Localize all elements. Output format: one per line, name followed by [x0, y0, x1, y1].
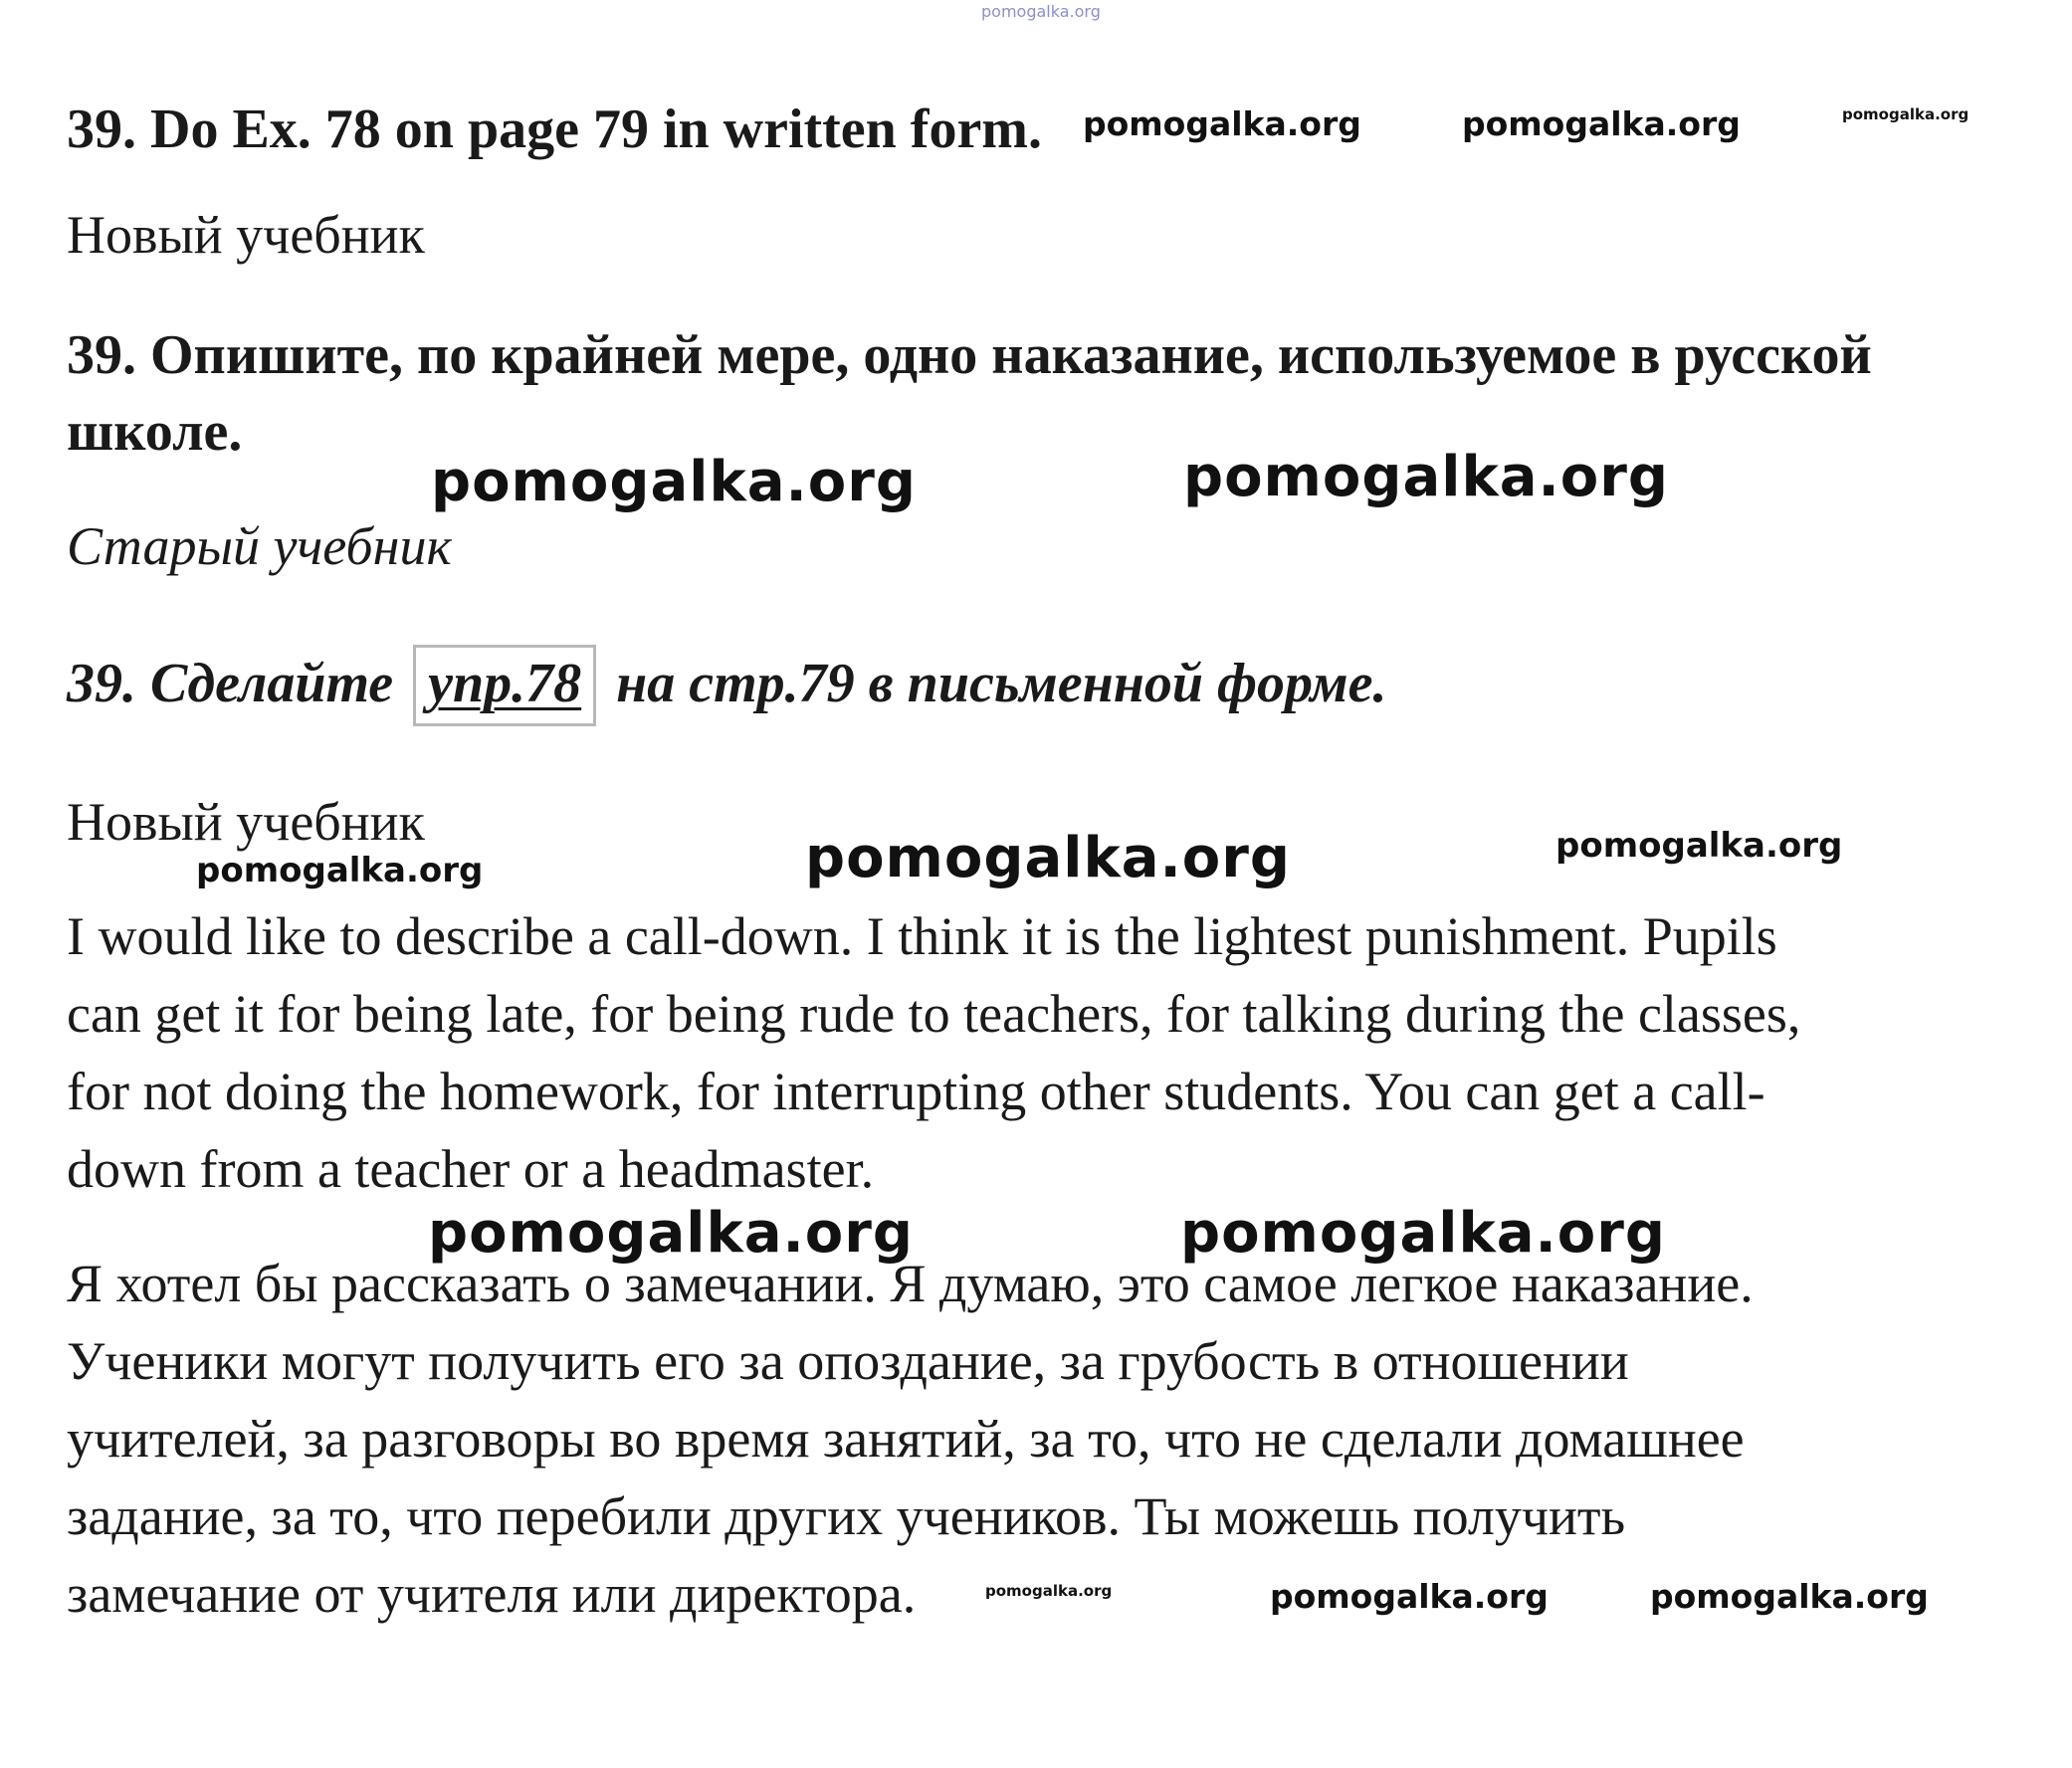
- watermark: pomogalka.org: [1180, 1201, 1666, 1266]
- task-old-suffix: на стр.79 в письменной форме.: [616, 653, 1387, 714]
- answer-en-line: can get it for being late, for being rude to teachers, for talking during the classes,: [67, 984, 1801, 1044]
- answer-ru-line: замечание от учителя или директора.: [67, 1564, 917, 1624]
- watermark: pomogalka.org: [1462, 104, 1741, 143]
- watermark-top: pomogalka.org: [981, 2, 1101, 21]
- new-textbook-label: Новый учебник: [67, 205, 425, 265]
- task-old-prefix: 39. Сделайте: [67, 653, 394, 714]
- watermark: pomogalka.org: [1842, 105, 1969, 123]
- watermark: pomogalka.org: [431, 450, 917, 514]
- answer-ru-line: Ученики могут получить его за опоздание, за грубость в отношении: [67, 1331, 1629, 1391]
- task-heading-en: 39. Do Ex. 78 on page 79 in written form.: [67, 98, 1042, 160]
- answer-ru-line: Я хотел бы рассказать о замечании. Я думаю, это самое легкое наказание.: [67, 1254, 1754, 1313]
- old-textbook-label: Старый учебник: [67, 516, 452, 576]
- answer-en-line: I would like to describe a call-down. I think it is the lightest punishment. Pupils: [67, 906, 1777, 966]
- watermark: pomogalka.org: [985, 1582, 1113, 1600]
- watermark: pomogalka.org: [1270, 1577, 1549, 1616]
- watermark: pomogalka.org: [1650, 1577, 1929, 1616]
- exercise-link[interactable]: упр.78: [413, 645, 596, 726]
- answer-ru-line: учителей, за разговоры во время занятий, за то, что не сделали домашнее: [67, 1409, 1745, 1469]
- watermark: pomogalka.org: [1183, 445, 1669, 509]
- watermark: pomogalka.org: [196, 851, 484, 890]
- answer-en-line: down from a teacher or a headmaster.: [67, 1139, 875, 1199]
- task-heading-ru-old: [67, 645, 1386, 726]
- answer-en-paragraph: [67, 897, 1800, 1208]
- watermark: pomogalka.org: [428, 1201, 914, 1266]
- watermark: pomogalka.org: [1555, 826, 1843, 866]
- task-heading-ru-line2: школе.: [67, 401, 243, 463]
- answer-ru-paragraph: [67, 1245, 1754, 1633]
- watermark: pomogalka.org: [1083, 104, 1361, 143]
- answer-textbook-label: Новый учебник: [67, 792, 425, 852]
- answer-ru-line: задание, за то, что перебили других учеников. Ты можешь получить: [67, 1486, 1626, 1546]
- task-heading-ru-line1: 39. Опишите, по крайней мере, одно наказание, используемое в русской: [67, 324, 1872, 386]
- watermark: pomogalka.org: [805, 826, 1291, 890]
- answer-en-line: for not doing the homework, for interrupting other students. You can get a call-: [67, 1062, 1765, 1121]
